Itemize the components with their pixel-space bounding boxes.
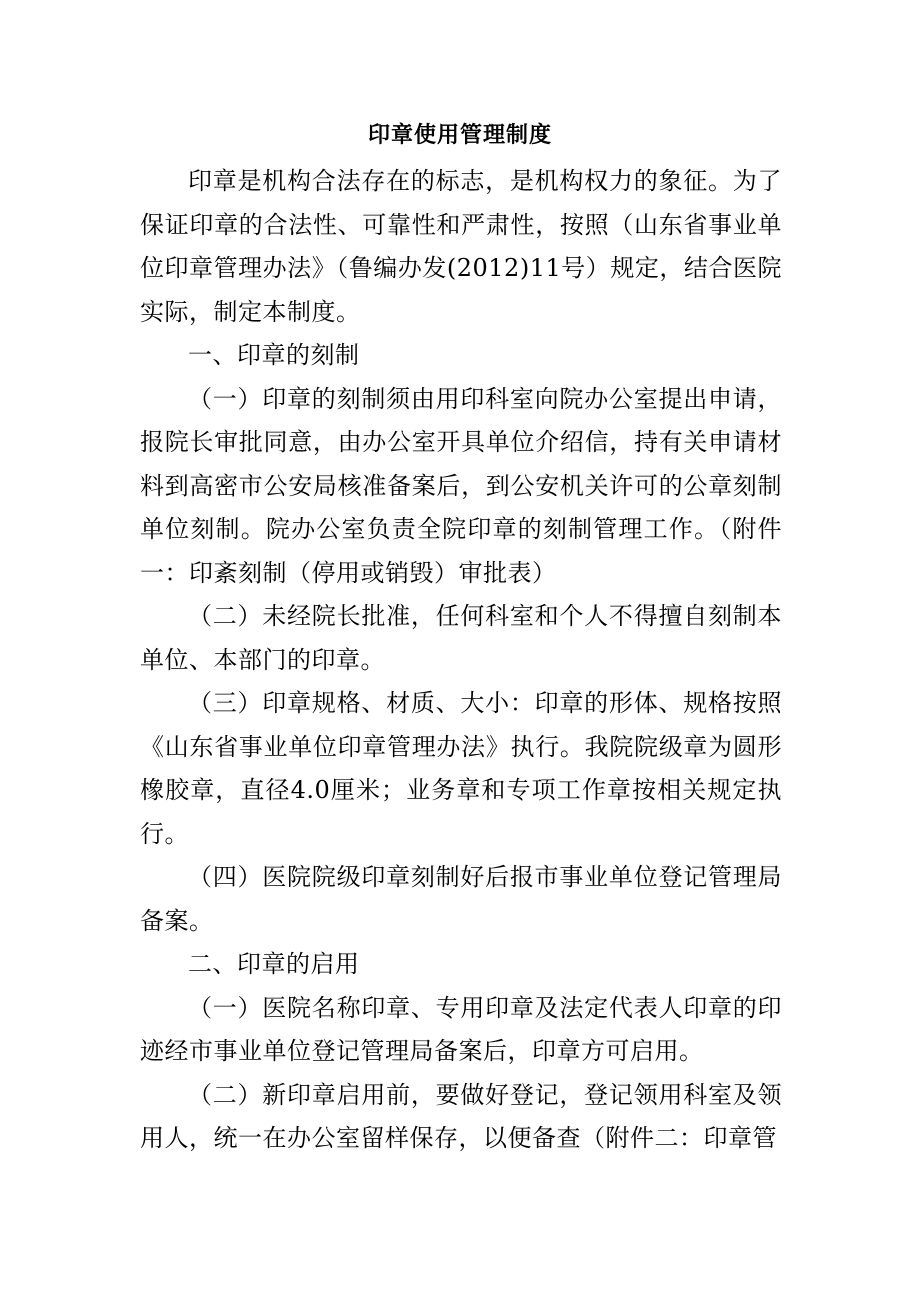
section-heading-activation: 二、印章的启用	[188, 950, 360, 978]
document-body	[140, 160, 782, 1161]
intro-paragraph: 印章是机构合法存在的标志，是机构权力的象征。为了保证印章的合法性、可靠性和严肃性，按照（山东省事业单位印章管理办法》（鲁编办发(2012)11号）规定，结合医院实际，制定本制度。	[140, 167, 782, 326]
section-heading-engraving: 一、印章的刻制	[188, 341, 360, 369]
activation-item-2: （二）新印章启用前，要做好登记，登记领用科室及领用人，统一在办公室留样保存，以便备查（附件二：印章管	[140, 1080, 782, 1152]
activation-item-1: （一）医院名称印章、专用印章及法定代表人印章的印迹经市事业单位登记管理局备案后，印章方可启用。	[140, 993, 782, 1065]
engraving-item-3: （三）印章规格、材质、大小：印章的形体、规格按照《山东省事业单位印章管理办法》执行。我院院级章为圆形橡胶章，直径4.0厘米；业务章和专项工作章按相关规定执行。	[140, 689, 782, 848]
engraving-item-2: （二）未经院长批准，任何科室和个人不得擅自刻制本单位、本部门的印章。	[140, 602, 782, 674]
engraving-item-4: （四）医院院级印章刻制好后报市事业单位登记管理局备案。	[140, 863, 782, 935]
document-title: 印章使用管理制度	[367, 123, 552, 148]
engraving-item-1: （一）印章的刻制须由用印科室向院办公室提出申请，报院长审批同意，由办公室开具单位介绍信，持有关申请材料到高密市公安局核准备案后，到公安机关许可的公章刻制单位刻制。院办公室负责全院印章的刻制管理工作。（附件一：印紊刻制（停用或销毁）审批表）	[140, 384, 782, 587]
